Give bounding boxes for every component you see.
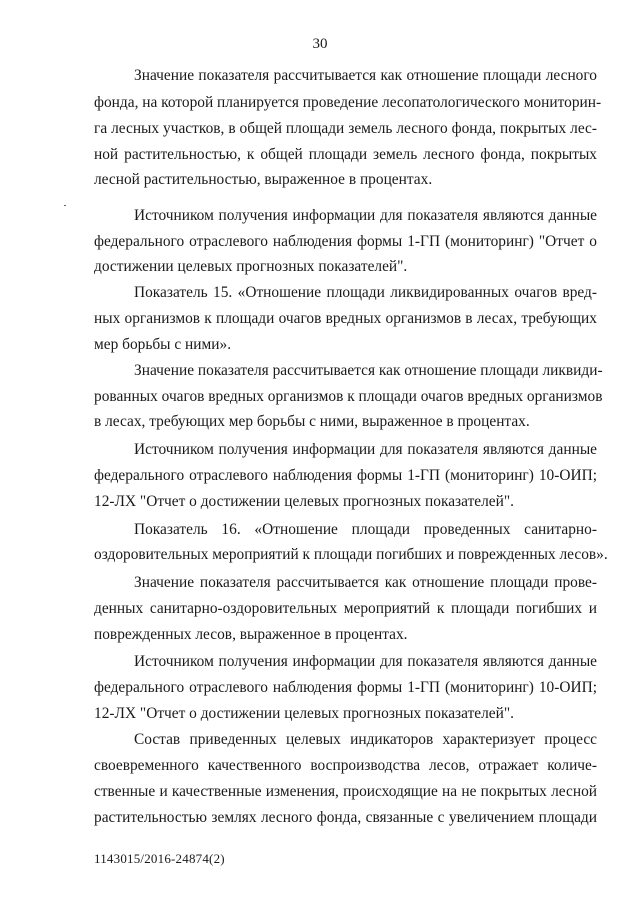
text-line: федерального отраслевого наблюдения формы 1-ГП (мониторинг) "Отчет о (94, 233, 597, 250)
text-line: Состав приведенных целевых индикаторов характеризует процесс (134, 731, 597, 748)
text-line: достижении целевых прогнозных показателей". (94, 258, 408, 275)
page-number: 30 (312, 36, 328, 52)
text-line: рованных очагов вредных организмов к площади очагов вредных организмов (94, 388, 603, 405)
text-line: в лесах, требующих мер борьбы с ними, выраженное в процентах. (94, 413, 530, 430)
text-line: Показатель 15. «Отношение площади ликвидированных очагов вред- (134, 284, 597, 301)
text-line: своевременного качественного воспроизводства лесов, отражает количе- (94, 757, 597, 774)
text-line: ной растительностью, к общей площади земель лесного фонда, покрытых (94, 146, 597, 163)
text-line: денных санитарно-оздоровительных мероприятий к площади погибших и (94, 600, 597, 617)
text-line: Значение показателя рассчитывается как отношение площади лесного (134, 67, 597, 84)
text-line: Источником получения информации для показателя являются данные (134, 441, 597, 458)
text-line: лесной растительностью, выраженное в процентах. (94, 171, 433, 188)
text-line: федерального отраслевого наблюдения формы 1-ГП (мониторинг) 10-ОИП; (94, 679, 597, 696)
text-line: мер борьбы с ними». (94, 336, 232, 353)
text-line: 12-ЛХ "Отчет о достижении целевых прогнозных показателей". (94, 493, 515, 510)
text-line: поврежденных лесов, выраженное в процентах. (94, 626, 408, 643)
text-line: 12-ЛХ "Отчет о достижении целевых прогнозных показателей". (94, 705, 515, 722)
text-line: га лесных участков, в общей площади земель лесного фонда, покрытых лес- (94, 120, 597, 137)
margin-mark (64, 205, 66, 206)
document-code: 1143015/2016-24874(2) (94, 851, 225, 866)
text-line: фонда, на которой планируется проведение лесопатологического мониторин- (94, 94, 602, 111)
text-line: Значение показателя рассчитывается как отношение площади ликвиди- (134, 362, 603, 379)
text-line: федерального отраслевого наблюдения формы 1-ГП (мониторинг) 10-ОИП; (94, 467, 597, 484)
text-line: Значение показателя рассчитывается как отношение площади прове- (134, 574, 597, 591)
text-line: оздоровительных мероприятий к площади погибших и поврежденных лесов». (94, 546, 608, 563)
text-line: Источником получения информации для показателя являются данные (134, 653, 597, 670)
text-line: Показатель 16. «Отношение площади проведенных санитарно- (134, 521, 597, 538)
text-line: ственные и качественные изменения, происходящие на не покрытых лесной (94, 783, 597, 800)
text-line: Источником получения информации для показателя являются данные (134, 207, 597, 224)
text-line: ных организмов к площади очагов вредных организмов в лесах, требующих (94, 310, 597, 327)
text-line: растительностью землях лесного фонда, связанные с увеличением площади (94, 809, 597, 826)
